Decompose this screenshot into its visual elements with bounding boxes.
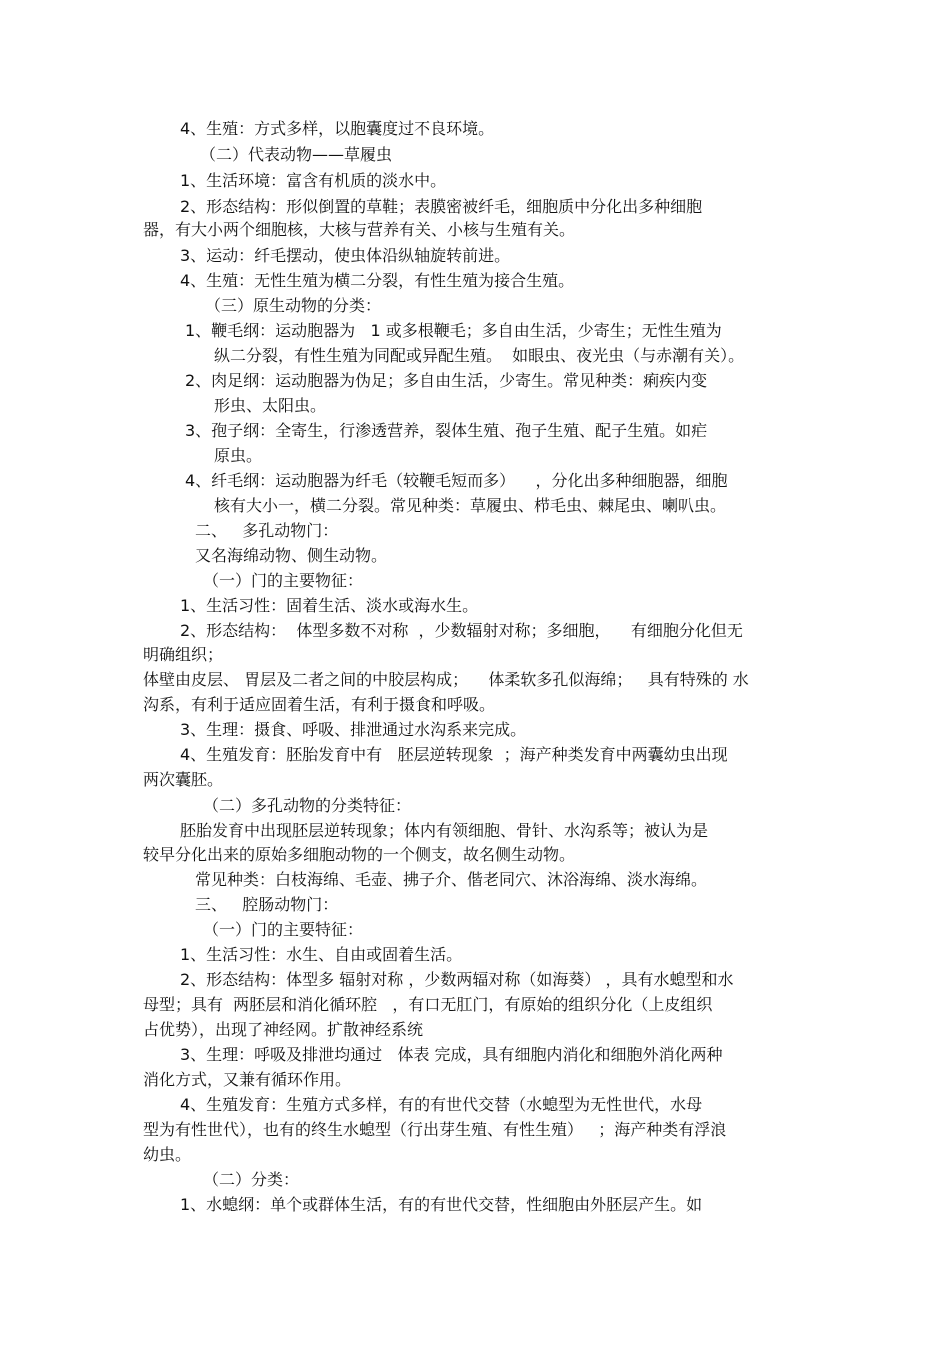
text-line: 1、水螅纲：单个或群体生活，有的有世代交替，性细胞由外胚层产生。如	[180, 1195, 703, 1214]
text-line: 4、生殖：无性生殖为横二分裂，有性生殖为接合生殖。	[180, 271, 575, 290]
section-heading: 三、 腔肠动物门：	[195, 895, 339, 914]
text-line: 4、纤毛纲：运动胞器为纤毛（较鞭毛短而多） ，分化出多种细胞器，细胞	[185, 471, 728, 490]
text-line: 体壁由皮层、 胃层及二者之间的中胶层构成； 体柔软多孔似海绵； 具有特殊的 水	[143, 670, 749, 689]
text-line: 3、孢子纲：全寄生，行渗透营养，裂体生殖、孢子生殖、配子生殖。如疟	[185, 421, 708, 440]
text-line: 占优势），出现了神经网。扩散神经系统	[143, 1020, 424, 1039]
text-line: 母型；具有 两胚层和消化循环腔 ，有口无肛门，有原始的组织分化（上皮组织	[143, 995, 713, 1014]
text-line: 4、生殖发育：胚胎发育中有 胚层逆转现象 ；海产种类发育中两囊幼虫出现	[180, 745, 728, 764]
section-heading: （二）分类：	[203, 1170, 300, 1189]
section-heading: （一）门的主要物征：	[203, 571, 364, 590]
text-line: 2、肉足纲：运动胞器为伪足；多自由生活，少寄生。常见种类：痢疾内变	[185, 371, 708, 390]
text-line: 1、生活习性：水生、自由或固着生活。	[180, 945, 463, 964]
text-line: 1、生活环境：富含有机质的淡水中。	[180, 171, 447, 190]
text-line: 3、运动：纤毛摆动，使虫体沿纵轴旋转前进。	[180, 246, 511, 265]
text-line: 器，有大小两个细胞核，大核与营养有关、小核与生殖有关。	[143, 220, 576, 239]
text-line: 2、形态结构：形似倒置的草鞋；表膜密被纤毛，细胞质中分化出多种细胞	[180, 197, 703, 216]
text-line: 胚胎发育中出现胚层逆转现象；体内有领细胞、骨针、水沟系等；被认为是	[180, 821, 709, 840]
text-line: 2、形态结构：体型多 辐射对称 ，少数两辐对称（如海葵） ，具有水螅型和水	[180, 970, 734, 989]
section-heading: （一）门的主要特征：	[203, 920, 364, 939]
text-line: 常见种类：白枝海绵、毛壶、拂子介、偕老同穴、沐浴海绵、淡水海绵。	[195, 870, 708, 889]
text-line: 原虫。	[214, 446, 263, 465]
text-line: 4、生殖发育：生殖方式多样，有的有世代交替（水螅型为无性世代，水母	[180, 1095, 703, 1114]
text-line: 又名海绵动物、侧生动物。	[195, 546, 388, 565]
text-line: 3、生理：呼吸及排泄均通过 体表 完成，具有细胞内消化和细胞外消化两种	[180, 1045, 723, 1064]
text-line: 4、生殖：方式多样，以胞囊度过不良环境。	[180, 119, 495, 138]
text-line: 1、鞭毛纲：运动胞器为 1 或多根鞭毛；多自由生活，少寄生；无性生殖为	[185, 321, 722, 340]
text-line: 消化方式，又兼有循环作用。	[143, 1070, 352, 1089]
text-line: 3、生理：摄食、呼吸、排泄通过水沟系来完成。	[180, 720, 527, 739]
text-line: 形虫、太阳虫。	[214, 396, 327, 415]
section-heading: 二、 多孔动物门：	[195, 521, 339, 540]
text-line: 纵二分裂，有性生殖为同配或异配生殖。 如眼虫、夜光虫（与赤潮有关）。	[214, 346, 745, 365]
text-line: 1、生活习性：固着生活、淡水或海水生。	[180, 596, 479, 615]
section-heading: （二）代表动物——草履虫	[200, 145, 393, 164]
text-line: 较早分化出来的原始多细胞动物的一个侧支，故名侧生动物。	[143, 845, 576, 864]
section-heading: （三）原生动物的分类：	[205, 296, 382, 315]
text-line: 型为有性世代），也有的终生水螅型（行出芽生殖、有性生殖） ；海产种类有浮浪	[143, 1120, 727, 1139]
section-heading: （二）多孔动物的分类特征：	[203, 796, 412, 815]
text-line: 两次囊胚。	[143, 770, 224, 789]
text-line: 核有大小一，横二分裂。常见种类：草履虫、栉毛虫、棘尾虫、喇叭虫。	[214, 496, 727, 515]
text-line: 幼虫。	[143, 1145, 192, 1164]
text-line: 2、形态结构： 体型多数不对称 ，少数辐射对称；多细胞， 有细胞分化但无	[180, 621, 743, 640]
text-line: 沟系，有利于适应固着生活，有利于摄食和呼吸。	[143, 695, 496, 714]
text-line: 明确组织；	[143, 645, 224, 664]
